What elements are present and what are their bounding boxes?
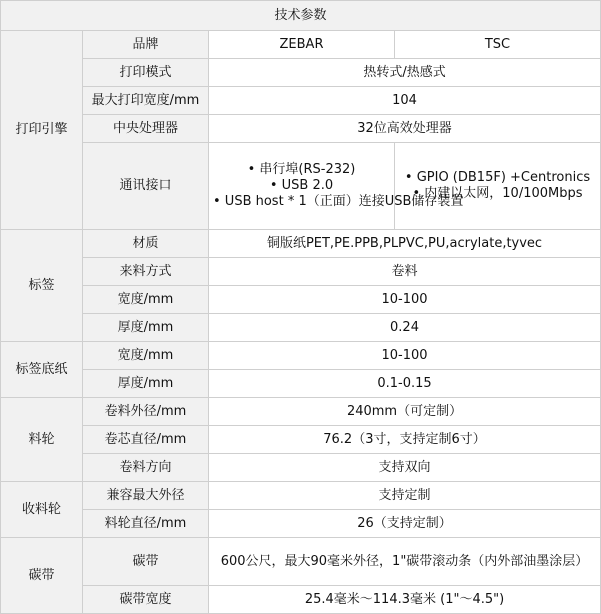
interface-tsc <box>395 143 601 230</box>
label-thickness-value: 0.24 <box>209 314 601 342</box>
rewind-diameter-value: 26（支持定制） <box>209 510 601 538</box>
roll-direction-label: 卷料方向 <box>83 454 209 482</box>
label-width-label: 宽度/mm <box>83 286 209 314</box>
group-rewind: 收料轮 <box>1 482 83 538</box>
feed-value: 卷料 <box>209 258 601 286</box>
interface-zebar-item: • USB host * 1（正面）连接USB储存装置 <box>213 194 464 209</box>
group-ribbon: 碳带 <box>1 538 83 614</box>
ribbon-width-value: 25.4毫米～114.3毫米 (1"～4.5") <box>209 586 601 614</box>
ribbon-label: 碳带 <box>83 538 209 586</box>
group-liner: 标签底纸 <box>1 342 83 398</box>
liner-width-label: 宽度/mm <box>83 342 209 370</box>
max-width-label: 最大打印宽度/mm <box>83 87 209 115</box>
label-width-value: 10-100 <box>209 286 601 314</box>
roll-core-value: 76.2（3寸，支持定制6寸） <box>209 426 601 454</box>
print-mode-label: 打印模式 <box>83 59 209 87</box>
interface-zebar <box>209 143 464 230</box>
rewind-max-value: 支持定制 <box>209 482 601 510</box>
liner-width-value: 10-100 <box>209 342 601 370</box>
brand-zebar: ZEBAR <box>209 31 395 59</box>
group-engine: 打印引擎 <box>1 31 83 230</box>
interface-zebar-item: • USB 2.0 <box>269 178 334 193</box>
interface-zebar-item: • 串行埠(RS-232) <box>247 162 356 177</box>
material-value: 铜版纸PET,PE.PPB,PLPVC,PU,acrylate,tyvec <box>209 230 601 258</box>
print-mode-value: 热转式/热感式 <box>209 59 601 87</box>
label-thickness-label: 厚度/mm <box>83 314 209 342</box>
roll-outer-label: 卷料外径/mm <box>83 398 209 426</box>
ribbon-width-label: 碳带宽度 <box>83 586 209 614</box>
group-label: 标签 <box>1 230 83 342</box>
group-roll: 料轮 <box>1 398 83 482</box>
roll-outer-value: 240mm（可定制） <box>209 398 601 426</box>
liner-thickness-label: 厚度/mm <box>83 370 209 398</box>
brand-tsc: TSC <box>395 31 601 59</box>
cpu-label: 中央处理器 <box>83 115 209 143</box>
interface-tsc-item: • 内建以太网，10/100Mbps <box>412 186 583 201</box>
rewind-diameter-label: 料轮直径/mm <box>83 510 209 538</box>
table-title: 技术参数 <box>1 1 601 31</box>
roll-core-label: 卷芯直径/mm <box>83 426 209 454</box>
material-label: 材质 <box>83 230 209 258</box>
liner-thickness-value: 0.1-0.15 <box>209 370 601 398</box>
interface-tsc-item: • GPIO (DB15F) +Centronics <box>404 170 591 185</box>
feed-label: 来料方式 <box>83 258 209 286</box>
brand-label: 品牌 <box>83 31 209 59</box>
cpu-value: 32位高效处理器 <box>209 115 601 143</box>
max-width-value: 104 <box>209 87 601 115</box>
ribbon-value: 600公尺，最大90毫米外径，1"碳带滚动条（内外部油墨涂层） <box>209 538 601 586</box>
roll-direction-value: 支持双向 <box>209 454 601 482</box>
interface-label: 通讯接口 <box>83 143 209 230</box>
rewind-max-label: 兼容最大外径 <box>83 482 209 510</box>
